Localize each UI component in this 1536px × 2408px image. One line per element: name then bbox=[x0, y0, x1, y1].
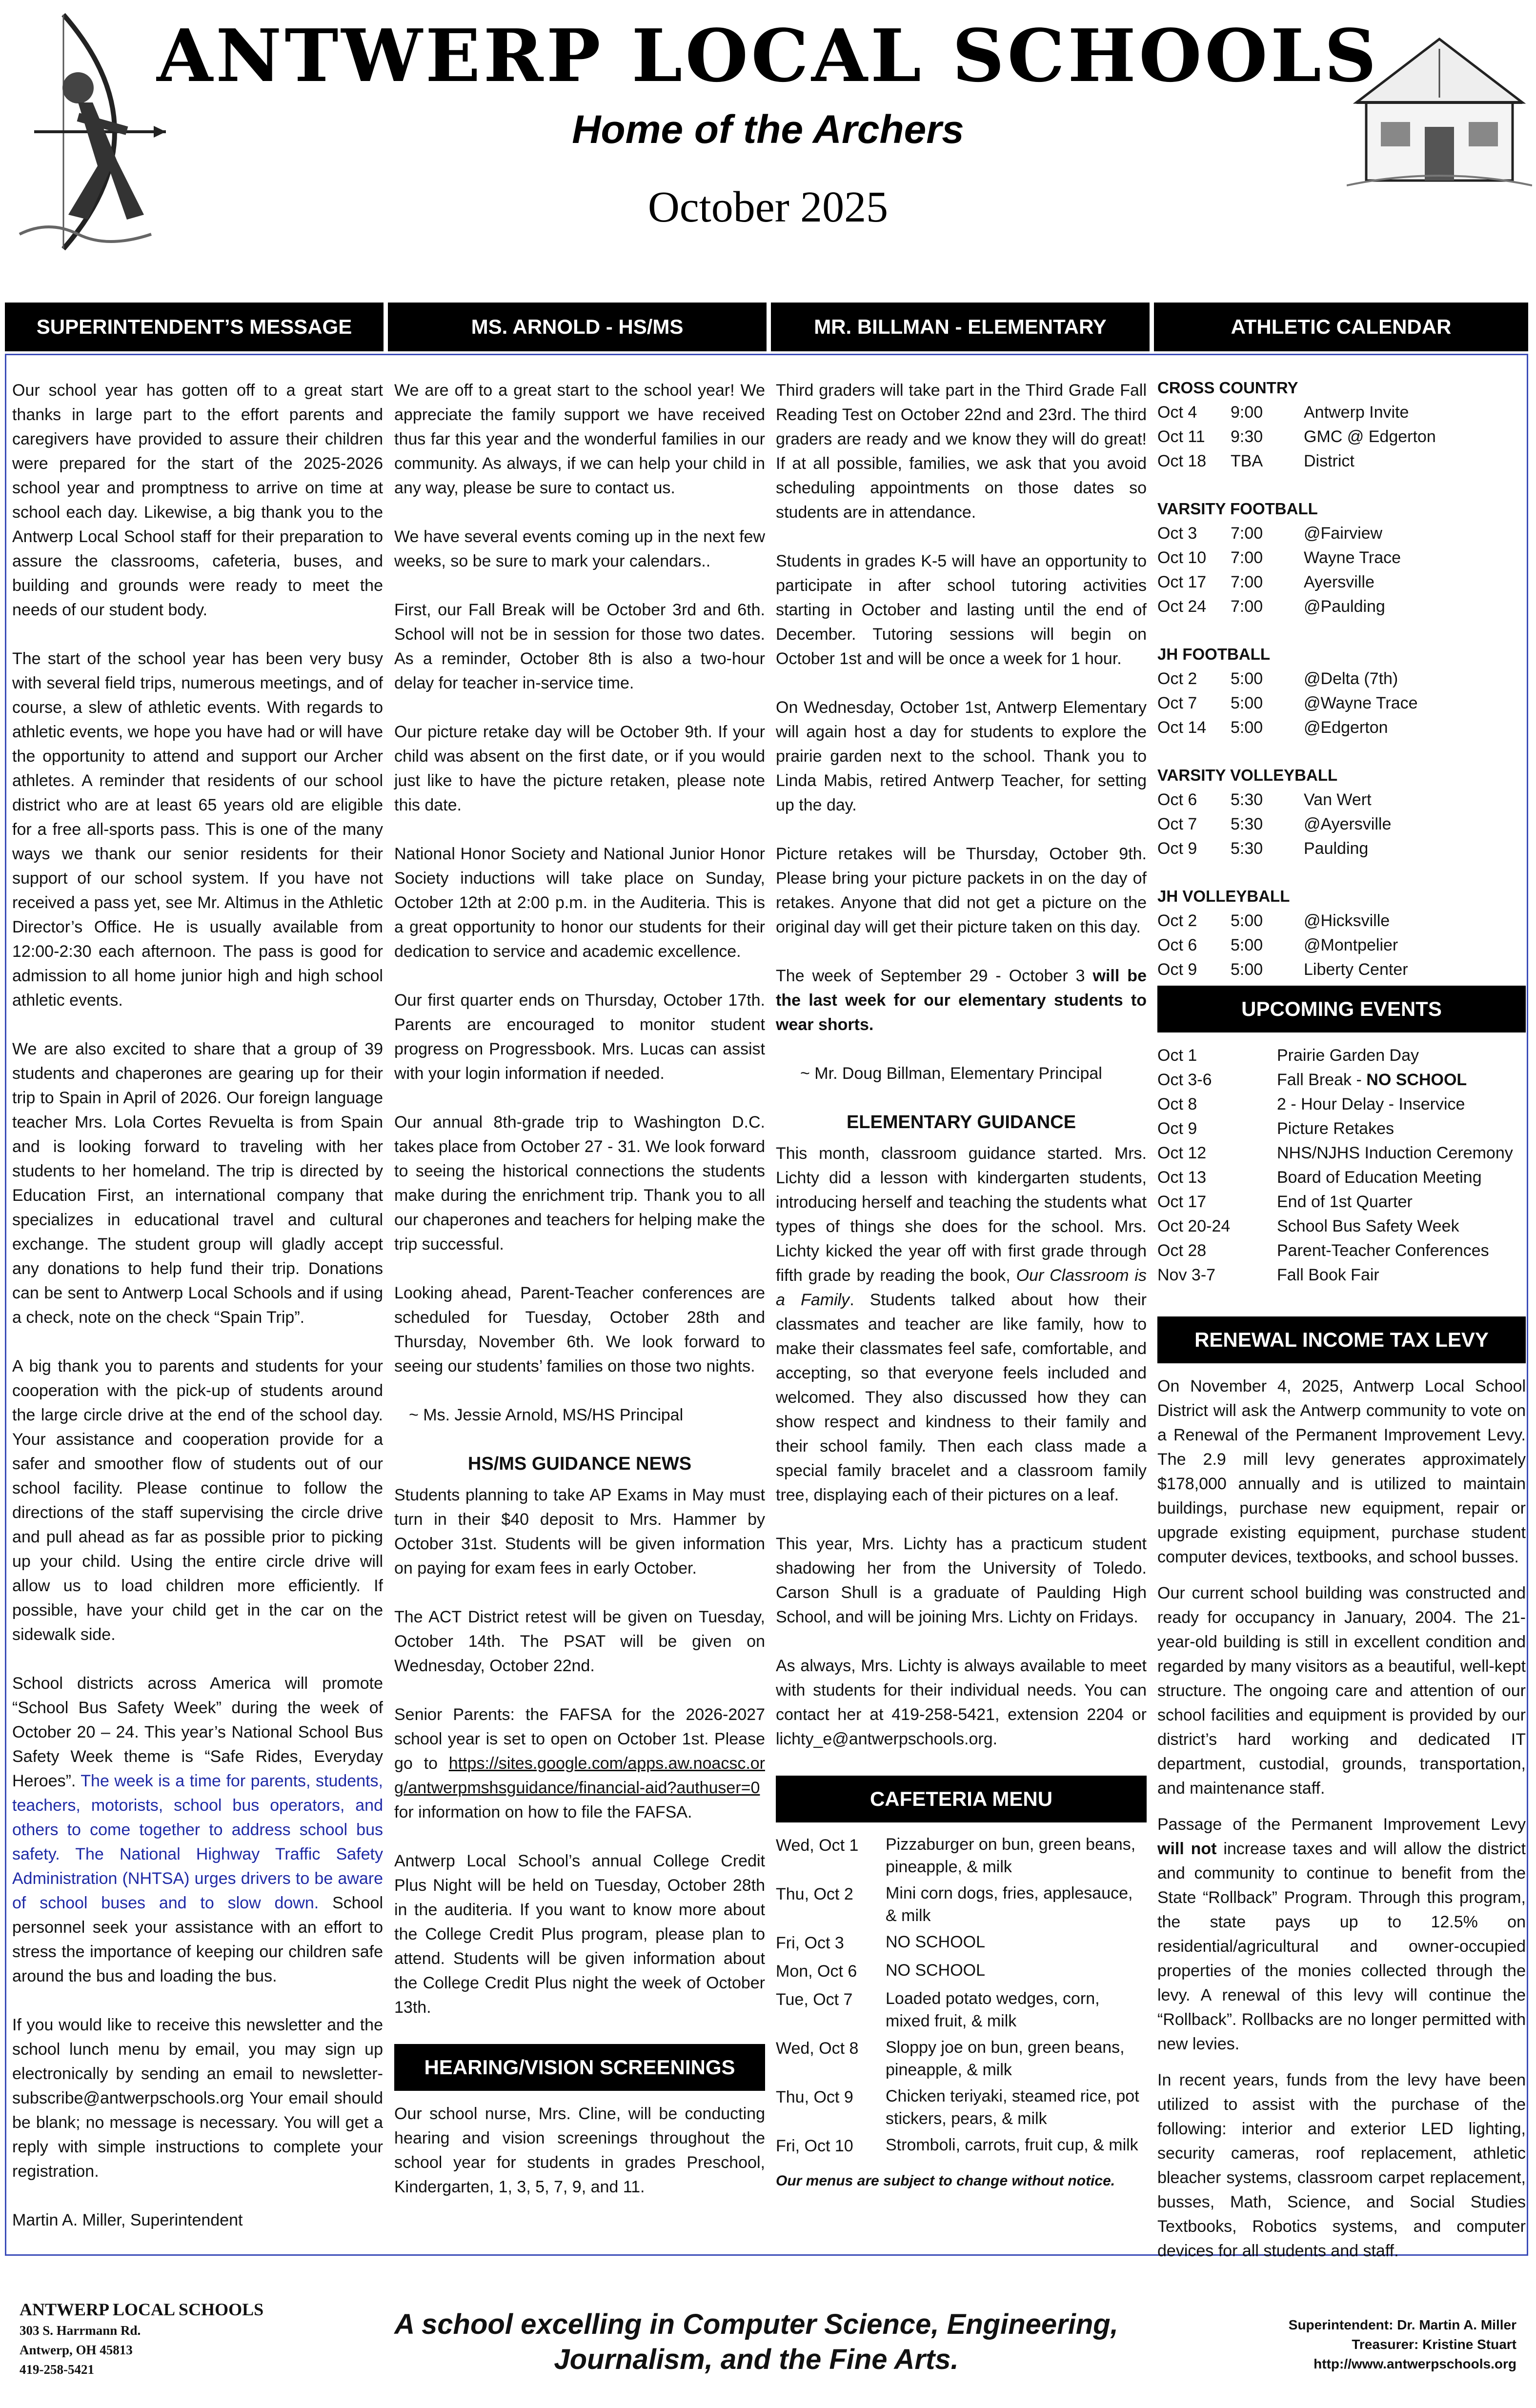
menu-day: Fri, Oct 3 bbox=[776, 1934, 844, 1952]
menu-day: Tue, Oct 7 bbox=[776, 1990, 853, 2009]
game-date: Oct 24 bbox=[1157, 597, 1207, 616]
paragraph: We have several events coming up in the next few weeks, so be sure to mark your calendars.. bbox=[394, 527, 765, 570]
paragraph bbox=[12, 1671, 383, 1988]
event-row bbox=[1157, 1141, 1526, 1165]
game-date: Oct 6 bbox=[1157, 936, 1197, 954]
game-opponent: @Montpelier bbox=[1304, 936, 1398, 954]
game-row bbox=[1157, 933, 1408, 957]
sport-section bbox=[1157, 376, 1526, 473]
event-row bbox=[1157, 1068, 1526, 1092]
footer-phone: 419-258-5421 bbox=[20, 2362, 94, 2377]
game-date: Oct 10 bbox=[1157, 548, 1207, 567]
event-date: Oct 8 bbox=[1157, 1095, 1197, 1113]
menu-item: NO SCHOOL bbox=[886, 1933, 986, 1951]
menu-item: Sloppy joe on bun, green beans, pineapple, & milk bbox=[886, 2038, 1125, 2079]
game-date: Oct 17 bbox=[1157, 573, 1207, 591]
arnold-column bbox=[394, 378, 765, 2224]
game-date: Oct 6 bbox=[1157, 790, 1197, 809]
event-label: 2 - Hour Delay - Inservice bbox=[1277, 1095, 1465, 1113]
event-label: Parent-Teacher Conferences bbox=[1277, 1241, 1489, 1260]
game-row bbox=[1157, 909, 1408, 933]
game-time: 7:00 bbox=[1231, 597, 1263, 616]
menu-day: Mon, Oct 6 bbox=[776, 1962, 857, 1981]
sport-schedule-table bbox=[1157, 667, 1418, 740]
game-date: Oct 7 bbox=[1157, 694, 1197, 712]
event-label: Board of Education Meeting bbox=[1277, 1168, 1482, 1187]
paragraph: The ACT District retest will be given on Tuesday, October 14th. The PSAT will be given on Wednesday, October 22nd. bbox=[394, 1608, 765, 1675]
menu-item: Stromboli, carrots, fruit cup, & milk bbox=[886, 2136, 1138, 2154]
menu-row bbox=[776, 1931, 1147, 1959]
event-date: Oct 28 bbox=[1157, 1241, 1207, 1260]
paragraph bbox=[776, 964, 1147, 1037]
footer-motto bbox=[293, 2307, 1220, 2377]
game-time: 7:00 bbox=[1231, 524, 1263, 543]
event-date: Oct 17 bbox=[1157, 1193, 1207, 1211]
event-name bbox=[1277, 1214, 1526, 1238]
event-label: NHS/NJHS Induction Ceremony bbox=[1277, 1144, 1513, 1162]
game-opponent: @Delta (7th) bbox=[1304, 669, 1398, 688]
event-label: Prairie Garden Day bbox=[1277, 1046, 1419, 1065]
levy-header: RENEWAL INCOME TAX LEVY bbox=[1157, 1316, 1526, 1363]
game-time: 5:30 bbox=[1231, 839, 1263, 858]
upcoming-events-header: UPCOMING EVENTS bbox=[1157, 986, 1526, 1032]
footer-school-name: ANTWERP LOCAL SCHOOLS bbox=[20, 2300, 264, 2319]
game-date: Oct 3 bbox=[1157, 524, 1197, 543]
event-name bbox=[1277, 1043, 1526, 1068]
menu-row bbox=[776, 1959, 1147, 1987]
athletic-header: ATHLETIC CALENDAR bbox=[1154, 303, 1528, 351]
paragraph: Students planning to take AP Exams in May must turn in their $40 deposit to Mrs. Hammer by October 31st. Students will be given information on paying for exam fees in early October. bbox=[394, 1486, 765, 1578]
game-date: Oct 18 bbox=[1157, 452, 1207, 470]
game-date: Oct 9 bbox=[1157, 839, 1197, 858]
menu-row bbox=[776, 1987, 1147, 2036]
event-date: Oct 20-24 bbox=[1157, 1217, 1231, 1235]
sport-title: CROSS COUNTRY bbox=[1157, 379, 1298, 397]
event-name bbox=[1277, 1116, 1526, 1141]
fafsa-link[interactable]: https://sites.google.com/apps.aw.noacsc.org/antwerpmshsguidance/financial-aid?authuser=0 bbox=[394, 1754, 765, 1797]
game-time: 7:00 bbox=[1231, 573, 1263, 591]
game-opponent: @Ayersville bbox=[1304, 815, 1392, 833]
paragraph bbox=[776, 1141, 1147, 1507]
game-row bbox=[1157, 546, 1401, 570]
paragraph: We are off to a great start to the school year! We appreciate the family support we have received thus far this year and the wonderful families in our community. As always, if we can help your child in any way, please be sure to contact us. bbox=[394, 381, 765, 497]
paragraph: First, our Fall Break will be October 3rd and 6th. School will not be in session for those two dates. As a reminder, October 8th is also a two-hour delay for teacher in-service time. bbox=[394, 601, 765, 692]
billman-column bbox=[776, 378, 1147, 2193]
game-row bbox=[1157, 400, 1436, 425]
sport-section bbox=[1157, 497, 1526, 619]
arnold-header: MS. ARNOLD - HS/MS bbox=[388, 303, 767, 351]
game-date: Oct 9 bbox=[1157, 960, 1197, 979]
signature: ~ Mr. Doug Billman, Elementary Principal bbox=[800, 1064, 1102, 1083]
elementary-guidance-title: ELEMENTARY GUIDANCE bbox=[846, 1112, 1076, 1133]
motto-line: A school excelling in Computer Science, Engineering, bbox=[394, 2308, 1118, 2340]
game-date: Oct 11 bbox=[1157, 427, 1205, 446]
sport-title: VARSITY FOOTBALL bbox=[1157, 500, 1318, 518]
paragraph: If you would like to receive this newsletter and the school lunch menu by email, you may sign up electronically by sending an email to newsletter-subscribe@antwerpschools.org Your email should be blank; no message is necessary. You will get a reply with simple instructions to complete your registration. bbox=[12, 2016, 383, 2181]
menu-row bbox=[776, 2036, 1147, 2085]
paragraph: As always, Mrs. Lichty is always available to meet with students for their individual needs. You can contact her at 419-258-5421, extension 2204 or lichty_e@antwerpschools.org. bbox=[776, 1657, 1147, 1748]
game-row bbox=[1157, 570, 1401, 594]
tagline: Home of the Archers bbox=[572, 107, 964, 152]
event-name bbox=[1277, 1190, 1526, 1214]
game-date: Oct 4 bbox=[1157, 403, 1197, 422]
game-row bbox=[1157, 691, 1418, 715]
paragraph: Students in grades K-5 will have an opportunity to participate in after school tutoring activities starting in October and lasting until the end of December. Tutoring sessions will begin on October 1st and will be once a week for 1 hour. bbox=[776, 552, 1147, 668]
footer-superintendent: Superintendent: Dr. Martin A. Miller bbox=[1288, 2317, 1516, 2332]
game-time: 5:00 bbox=[1231, 694, 1263, 712]
menu-row bbox=[776, 2085, 1147, 2134]
game-time: 7:00 bbox=[1231, 548, 1263, 567]
text: for information on how to file the FAFSA. bbox=[394, 1803, 692, 1821]
event-label: Picture Retakes bbox=[1277, 1119, 1394, 1138]
menu-day: Wed, Oct 8 bbox=[776, 2039, 859, 2058]
game-time: 5:00 bbox=[1231, 718, 1263, 737]
footer-address-line: 303 S. Harrmann Rd. bbox=[20, 2323, 141, 2338]
game-row bbox=[1157, 667, 1418, 691]
event-row bbox=[1157, 1214, 1526, 1238]
menu-item: Mini corn dogs, fries, applesauce, & milk bbox=[886, 1884, 1133, 1925]
game-time: 9:00 bbox=[1231, 403, 1263, 422]
event-name bbox=[1277, 1068, 1526, 1092]
event-date: Oct 9 bbox=[1157, 1119, 1197, 1138]
game-opponent: @Paulding bbox=[1304, 597, 1385, 616]
issue-date: October 2025 bbox=[647, 183, 889, 231]
game-time: 5:30 bbox=[1231, 815, 1263, 833]
game-row bbox=[1157, 788, 1391, 812]
game-opponent: Ayersville bbox=[1304, 573, 1374, 591]
game-time: 9:30 bbox=[1231, 427, 1263, 446]
menu-item: Pizzaburger on bun, green beans, pineapple, & milk bbox=[886, 1835, 1136, 1876]
event-label: Fall Book Fair bbox=[1277, 1266, 1379, 1284]
game-date: Oct 14 bbox=[1157, 718, 1207, 737]
school-name: ANTWERP LOCAL SCHOOLS bbox=[157, 13, 1379, 98]
game-opponent: Paulding bbox=[1304, 839, 1369, 858]
game-opponent: Antwerp Invite bbox=[1304, 403, 1409, 422]
game-row bbox=[1157, 449, 1436, 473]
motto-line: Journalism, and the Fine Arts. bbox=[554, 2344, 959, 2375]
event-row bbox=[1157, 1043, 1526, 1068]
paragraph: Our first quarter ends on Thursday, October 17th. Parents are encouraged to monitor student progress on Progressbook. Mrs. Lucas can assist with your login information if needed. bbox=[394, 991, 765, 1083]
book-title: Our Classroom is a Family bbox=[776, 1266, 1147, 1309]
menu-note: Our menus are subject to change without notice. bbox=[776, 2173, 1115, 2189]
bold-text: will not bbox=[1157, 1840, 1217, 1858]
event-row bbox=[1157, 1116, 1526, 1141]
event-row bbox=[1157, 1165, 1526, 1190]
event-date: Oct 1 bbox=[1157, 1046, 1197, 1065]
paragraph: This year, Mrs. Lichty has a practicum student shadowing her from the University of Toledo. Carson Shull is a graduate of Paulding High School, and will be joining Mrs. Lichty on Fridays. bbox=[776, 1535, 1147, 1626]
sport-schedule-table bbox=[1157, 909, 1408, 982]
athletic-column bbox=[1157, 376, 1526, 2263]
game-time: 5:00 bbox=[1231, 960, 1263, 979]
sport-section bbox=[1157, 642, 1526, 740]
menu-day: Thu, Oct 2 bbox=[776, 1885, 853, 1903]
paragraph: A big thank you to parents and students for your cooperation with the pick-up of students around the large circle drive at the end of the school day. Your assistance and cooperation provide for a safer and smoother flow of students out of our school facility. Please continue to follow the directions of the staff supervising the circle drive and pull ahead as far as possible prior to picking up your child. Using the entire circle drive will allow us to load children more efficiently. If possible, have your child get in the car on the sidewalk side. bbox=[12, 1357, 383, 1644]
menu-row bbox=[776, 2134, 1147, 2162]
event-name bbox=[1277, 1141, 1526, 1165]
bold-text: will be the last week for our elementary students to wear shorts. bbox=[776, 967, 1147, 1034]
paragraph: Picture retakes will be Thursday, October 9th. Please bring your picture packets in on the day of retakes. Anyone that did not get a picture on the original day will get their picture taken on this day. bbox=[776, 845, 1147, 936]
text: increase taxes and will allow the district and community to continue to benefit from the State “Rollback” Program. Through this program, the state pays up to 12.5% on residential/agricultural and owner-occupied properties of the monies collected through the levy. A renewal of this levy will continue the “Rollback”. Rollbacks are no longer permitted with new levies. bbox=[1157, 1840, 1526, 2053]
event-row bbox=[1157, 1238, 1526, 1263]
sport-schedule-table bbox=[1157, 788, 1391, 861]
footer-address-line: Antwerp, OH 45813 bbox=[20, 2343, 133, 2357]
game-row bbox=[1157, 425, 1436, 449]
superintendent-column bbox=[12, 378, 383, 2257]
highlighted-text: The week is a time for parents, students, teachers, motorists, school bus operators, and others to come together to address school bus safety. The National Highway Traffic Safety Administration (NHTSA) urges drivers to be aware of school buses and to slow down. bbox=[12, 1772, 383, 1912]
paragraph: In recent years, funds from the levy have been utilized to assist with the purchase of the following: interior and exterior LED lighting, security cameras, roof replacement, athletic bleacher systems, classroom carpet replacement, busses, Math, Science, and Social Studies Textbooks, Robotics systems, and computer devices for all students and staff. bbox=[1157, 2071, 1526, 2260]
text: The week of September 29 - October 3 bbox=[776, 967, 1093, 985]
menu-day: Fri, Oct 10 bbox=[776, 2137, 853, 2155]
event-row bbox=[1157, 1190, 1526, 1214]
paragraph: On November 4, 2025, Antwerp Local School District will ask the Antwerp community to vote on a Renewal of the Permanent Improvement Levy. The 2.9 mill levy generates approximately $178,000 annually and is utilized to maintain buildings, purchase new equipment, repair or upgrade existing equipment, purchase student computer devices, textbooks, and school busses. bbox=[1157, 1377, 1526, 1566]
sport-schedule-table bbox=[1157, 400, 1436, 473]
sport-title: JH FOOTBALL bbox=[1157, 645, 1270, 663]
text: Senior Parents: the FAFSA for the 2026-2027 school year is set to open on October 1st. Please go to bbox=[394, 1705, 765, 1773]
game-opponent: GMC @ Edgerton bbox=[1304, 427, 1436, 446]
paragraph: Third graders will take part in the Third Grade Fall Reading Test on October 22nd and 23rd. The third graders are ready and we know they will do great! If at all possible, families, we ask that you avoid scheduling appointments on those dates so students are in attendance. bbox=[776, 381, 1147, 522]
footer-contacts bbox=[1289, 2315, 1516, 2374]
sport-title: JH VOLLEYBALL bbox=[1157, 887, 1290, 905]
signature: ~ Ms. Jessie Arnold, MS/HS Principal bbox=[409, 1406, 684, 1424]
game-row bbox=[1157, 957, 1408, 982]
sport-section bbox=[1157, 884, 1526, 982]
paragraph: Our picture retake day will be October 9th. If your child was absent on the first date, or if you would just like to have the picture retaken, please note this date. bbox=[394, 723, 765, 814]
event-date: Nov 3-7 bbox=[1157, 1266, 1216, 1284]
game-opponent: Van Wert bbox=[1304, 790, 1372, 809]
menu-item: Loaded potato wedges, corn, mixed fruit, & milk bbox=[886, 1989, 1100, 2030]
menu-item: NO SCHOOL bbox=[886, 1961, 986, 1980]
paragraph: Our annual 8th-grade trip to Washington D.C. takes place from October 27 - 31. We look forward to seeing the historical connections the students make during the enrichment trip. Thank you to all our chaperones and teachers for helping make the trip successful. bbox=[394, 1113, 765, 1254]
game-date: Oct 7 bbox=[1157, 815, 1197, 833]
event-date: Oct 13 bbox=[1157, 1168, 1207, 1187]
event-row bbox=[1157, 1263, 1526, 1287]
paragraph: Our school nurse, Mrs. Cline, will be conducting hearing and vision screenings throughout the school year for students in grades Preschool, Kindergarten, 1, 3, 5, 7, 9, and 11. bbox=[394, 2104, 765, 2196]
event-name bbox=[1277, 1263, 1526, 1287]
paragraph: Our current school building was constructed and ready for occupancy in January, 2004. The 21-year-old building is still in excellent condition and regarded by many visitors as a beautiful, well-kept structure. The ongoing care and attention of our school facilities and equipment is provided by our district’s hard working and dedicated IT department, custodial, grounds, transportation, and maintenance staff. bbox=[1157, 1584, 1526, 1798]
game-row bbox=[1157, 521, 1401, 546]
footer-website-link[interactable]: http://www.antwerpschools.org bbox=[1314, 2356, 1516, 2371]
guidance-news-title: HS/MS GUIDANCE NEWS bbox=[467, 1454, 692, 1474]
game-time: 5:00 bbox=[1231, 936, 1263, 954]
athletic-calendar bbox=[1157, 376, 1526, 982]
game-row bbox=[1157, 836, 1391, 861]
event-label: Fall Break - bbox=[1277, 1071, 1367, 1089]
text: School districts across America will promote “School Bus Safety Week” during the week of October 20 – 24. This year’s National School Bus Safety Week theme is “Safe Rides, Everyday Heroes”. bbox=[12, 1674, 383, 1790]
paragraph: Looking ahead, Parent-Teacher conferences are scheduled for Tuesday, October 28th and Thursday, November 6th. We look forward to seeing our students’ families on those two nights. bbox=[394, 1284, 765, 1376]
game-opponent: District bbox=[1304, 452, 1354, 470]
game-date: Oct 2 bbox=[1157, 911, 1197, 930]
event-name bbox=[1277, 1238, 1526, 1263]
menu-day: Thu, Oct 9 bbox=[776, 2088, 853, 2106]
sport-section bbox=[1157, 763, 1526, 861]
school-building-illustration bbox=[1347, 20, 1532, 195]
paragraph bbox=[394, 1702, 765, 1824]
game-row bbox=[1157, 812, 1391, 836]
menu-day: Wed, Oct 1 bbox=[776, 1836, 859, 1855]
menu-row bbox=[776, 1882, 1147, 1931]
menu-row bbox=[776, 1833, 1147, 1882]
menu-item: Chicken teriyaki, steamed rice, pot stickers, pears, & milk bbox=[886, 2087, 1139, 2128]
superintendent-header: SUPERINTENDENT’S MESSAGE bbox=[5, 303, 384, 351]
footer-treasurer: Treasurer: Kristine Stuart bbox=[1352, 2337, 1516, 2352]
game-opponent: @Edgerton bbox=[1304, 718, 1388, 737]
text: School personnel seek your assistance with an effort to stress the importance of keeping our children safe around the bus and loading the bus. bbox=[12, 1894, 383, 1985]
event-label: School Bus Safety Week bbox=[1277, 1217, 1459, 1235]
game-time: 5:30 bbox=[1231, 790, 1263, 809]
paragraph: The start of the school year has been very busy with several field trips, numerous meetings, and of course, a slew of athletic events. With regards to athletic events, we hope you have had or will have the opportunity to attend and support our Archer athletes. A reminder that residents of our school district who are at least 65 years old are eligible for a free all-sports pass. This is one of the many ways we thank our senior residents for their support of our school system. If you have not received a pass yet, see Mr. Altimus in the Athletic Director’s Office. He is usually available from 12:00-2:30 each afternoon. The pass is good for admission to all home junior high and high school athletic events. bbox=[12, 649, 383, 1010]
sport-title: VARSITY VOLLEYBALL bbox=[1157, 766, 1338, 784]
paragraph: We are also excited to share that a group of 39 students and chaperones are gearing up for their trip to Spain in April of 2026. Our foreign language teacher Mrs. Lola Cortes Revuelta is from Spain and is looking forward to traveling with her students to her homeland. The trip is directed by Education First, an international company that specializes in educational travel and cultural exchange. The student group will gladly accept any donations to help fund their trip. Donations can be sent to Antwerp Local Schools and if using a check, note on the check “Spain Trip”. bbox=[12, 1040, 383, 1327]
game-opponent: Liberty Center bbox=[1304, 960, 1408, 979]
event-name bbox=[1277, 1092, 1526, 1116]
event-name bbox=[1277, 1165, 1526, 1190]
game-time: 5:00 bbox=[1231, 911, 1263, 930]
paragraph: Antwerp Local School’s annual College Credit Plus Night will be held on Tuesday, October 28th in the auditeria. If you want to know more about the College Credit Plus program, please plan to attend. Students will be given information about the College Credit Plus night the week of October 13th. bbox=[394, 1852, 765, 2017]
game-opponent: Wayne Trace bbox=[1304, 548, 1401, 567]
game-opponent: @Fairview bbox=[1304, 524, 1383, 543]
paragraph bbox=[1157, 1812, 1526, 2056]
event-label: End of 1st Quarter bbox=[1277, 1193, 1413, 1211]
billman-header: MR. BILLMAN - ELEMENTARY bbox=[771, 303, 1150, 351]
cafeteria-menu-header: CAFETERIA MENU bbox=[776, 1776, 1147, 1822]
game-opponent: @Wayne Trace bbox=[1304, 694, 1418, 712]
text: . Students talked about how their classmates and teacher are like family, how to make their classmates feel safe, comfortable, and accepting, so that everyone feels included and welcomed. They also discussed how they can show respect and kindness to their family and their school family. Then each class made a special family bracelet and a classroom family tree, displaying each of their pictures on a leaf. bbox=[776, 1291, 1147, 1504]
text: Passage of the Permanent Improvement Levy bbox=[1157, 1815, 1526, 1834]
event-date: Oct 12 bbox=[1157, 1144, 1207, 1162]
paragraph: National Honor Society and National Junior Honor Society inductions will take place on Sunday, October 12th at 2:00 p.m. in the Auditeria. This is a great opportunity to honor our students for their dedication to service and academic excellence. bbox=[394, 845, 765, 961]
footer-address-block bbox=[20, 2298, 263, 2379]
text: This month, classroom guidance started. Mrs. Lichty did a lesson with kindergarten students, introducing herself and teaching the students what types of things she does for the school. Mrs. Lichty kicked the year off with first grade through fifth grade by reading the book, bbox=[776, 1144, 1147, 1285]
hearing-vision-header: HEARING/VISION SCREENINGS bbox=[394, 2044, 765, 2091]
event-date: Oct 3-6 bbox=[1157, 1071, 1212, 1089]
event-row bbox=[1157, 1092, 1526, 1116]
event-emphasis: NO SCHOOL bbox=[1366, 1071, 1467, 1089]
game-time: TBA bbox=[1231, 452, 1263, 470]
upcoming-events-table bbox=[1157, 1043, 1526, 1287]
paragraph: On Wednesday, October 1st, Antwerp Elementary will again host a day for students to explore the prairie garden next to the school. Thank you to Linda Mabis, retired Antwerp Teacher, for setting up the day. bbox=[776, 698, 1147, 814]
sport-schedule-table bbox=[1157, 521, 1401, 619]
game-row bbox=[1157, 594, 1401, 619]
signature: Martin A. Miller, Superintendent bbox=[12, 2211, 243, 2229]
paragraph: Our school year has gotten off to a great start thanks in large part to the effort parents and caregivers have provided to assure their children were prepared for the start of the 2025-2026 school year and promptness to arrive on time at school each day. Likewise, a big thank you to the Antwerp Local School staff for their preparation to assure the classrooms, cafeteria, buses, and building and grounds were ready to meet the needs of our student body. bbox=[12, 381, 383, 619]
game-date: Oct 2 bbox=[1157, 669, 1197, 688]
game-row bbox=[1157, 715, 1418, 740]
game-opponent: @Hicksville bbox=[1304, 911, 1390, 930]
game-time: 5:00 bbox=[1231, 669, 1263, 688]
cafeteria-menu-table bbox=[776, 1833, 1147, 2162]
